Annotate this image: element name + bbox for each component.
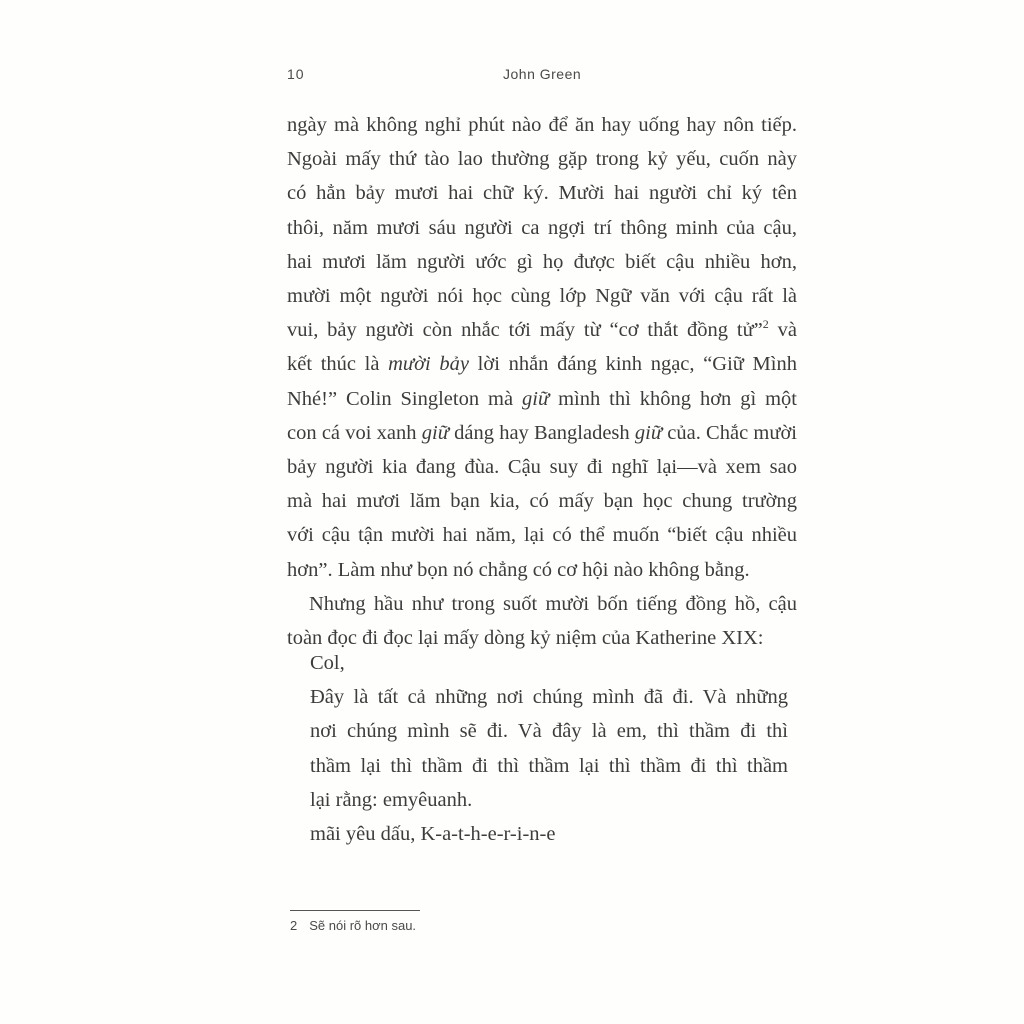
text-line: hơn”. Làm như bọn nó chẳng có cơ hội nào không bằng. [287,558,750,581]
text-segment: Nhé!” Colin Singleton mà [287,387,523,410]
running-head [287,62,787,86]
footnote-text: Sẽ nói rõ hơn sau. [309,918,417,933]
letter-greeting: Col, [310,652,345,674]
text-segment: dáng hay Bangladesh [448,421,635,444]
italic-text: giữ [421,421,449,444]
text-segment: kết thúc là [287,353,389,376]
text-line: mười một người nói học cùng lớp Ngữ văn với cậu rất là [287,285,797,308]
letter-line: thầm lại thì thầm đi thì thầm lại thì thầm đi thì thầm [310,754,788,777]
italic-text: giữ [634,421,663,444]
letter-line: Đây là tất cả những nơi chúng mình đã đi. Và những [310,686,788,709]
footnote-reference: 2 [762,317,769,332]
text-line: ngày mà không nghỉ phút nào để ăn hay uống hay nôn tiếp. [287,114,797,136]
body-text [287,108,797,655]
author-name: John Green [503,66,582,82]
text-segment: vui, bảy người còn nhắc tới mấy từ “cơ thắt đồng tử” [287,319,763,342]
footnote [290,918,416,933]
text-line: với cậu tận mười hai năm, lại có thể muốn “biết cậu nhiều [287,524,797,547]
text-line: Nhưng hầu như trong suốt mười bốn tiếng đồng hồ, cậu [309,592,797,615]
text-segment: con cá voi xanh [287,421,422,444]
text-segment: của. Chắc mười [662,421,797,444]
letter-signoff: mãi yêu dấu, K-a-t-h-e-r-i-n-e [310,823,556,846]
text-line: có hẳn bảy mươi hai chữ ký. Mười hai người chỉ ký tên [287,182,797,205]
text-line [287,382,797,416]
text-line [287,347,797,381]
footnote-divider [290,910,420,911]
text-segment: lời nhắn đáng kinh ngạc, “Giữ Mình [469,353,797,376]
text-line: mà hai mươi lăm bạn kia, có mấy bạn học chung trường [287,490,797,513]
letter-line: lại rằng: emyêuanh. [310,788,473,811]
quoted-letter [310,646,788,851]
text-line: toàn đọc đi đọc lại mấy dòng kỷ niệm của Katherine XIX: [287,627,764,650]
footnote-number: 2 [290,918,298,933]
italic-text: mười bảy [388,353,470,376]
text-line: bảy người kia đang đùa. Cậu suy đi nghĩ lại—và xem sao [287,456,797,479]
text-line: thôi, năm mươi sáu người ca ngợi trí thông minh của cậu, [287,216,797,239]
italic-text: giữ [522,387,550,410]
letter-line: nơi chúng mình sẽ đi. Và đây là em, thì thầm đi thì [310,720,788,743]
text-line [287,416,797,450]
text-line: Ngoài mấy thứ tào lao thường gặp trong kỷ yếu, cuốn này [287,148,797,171]
text-segment: mình thì không hơn gì một [549,387,797,410]
text-segment: và [768,319,797,342]
text-line: hai mươi lăm người ước gì họ được biết cậu nhiều hơn, [287,250,797,273]
text-line [287,313,797,347]
page-number: 10 [287,66,305,82]
